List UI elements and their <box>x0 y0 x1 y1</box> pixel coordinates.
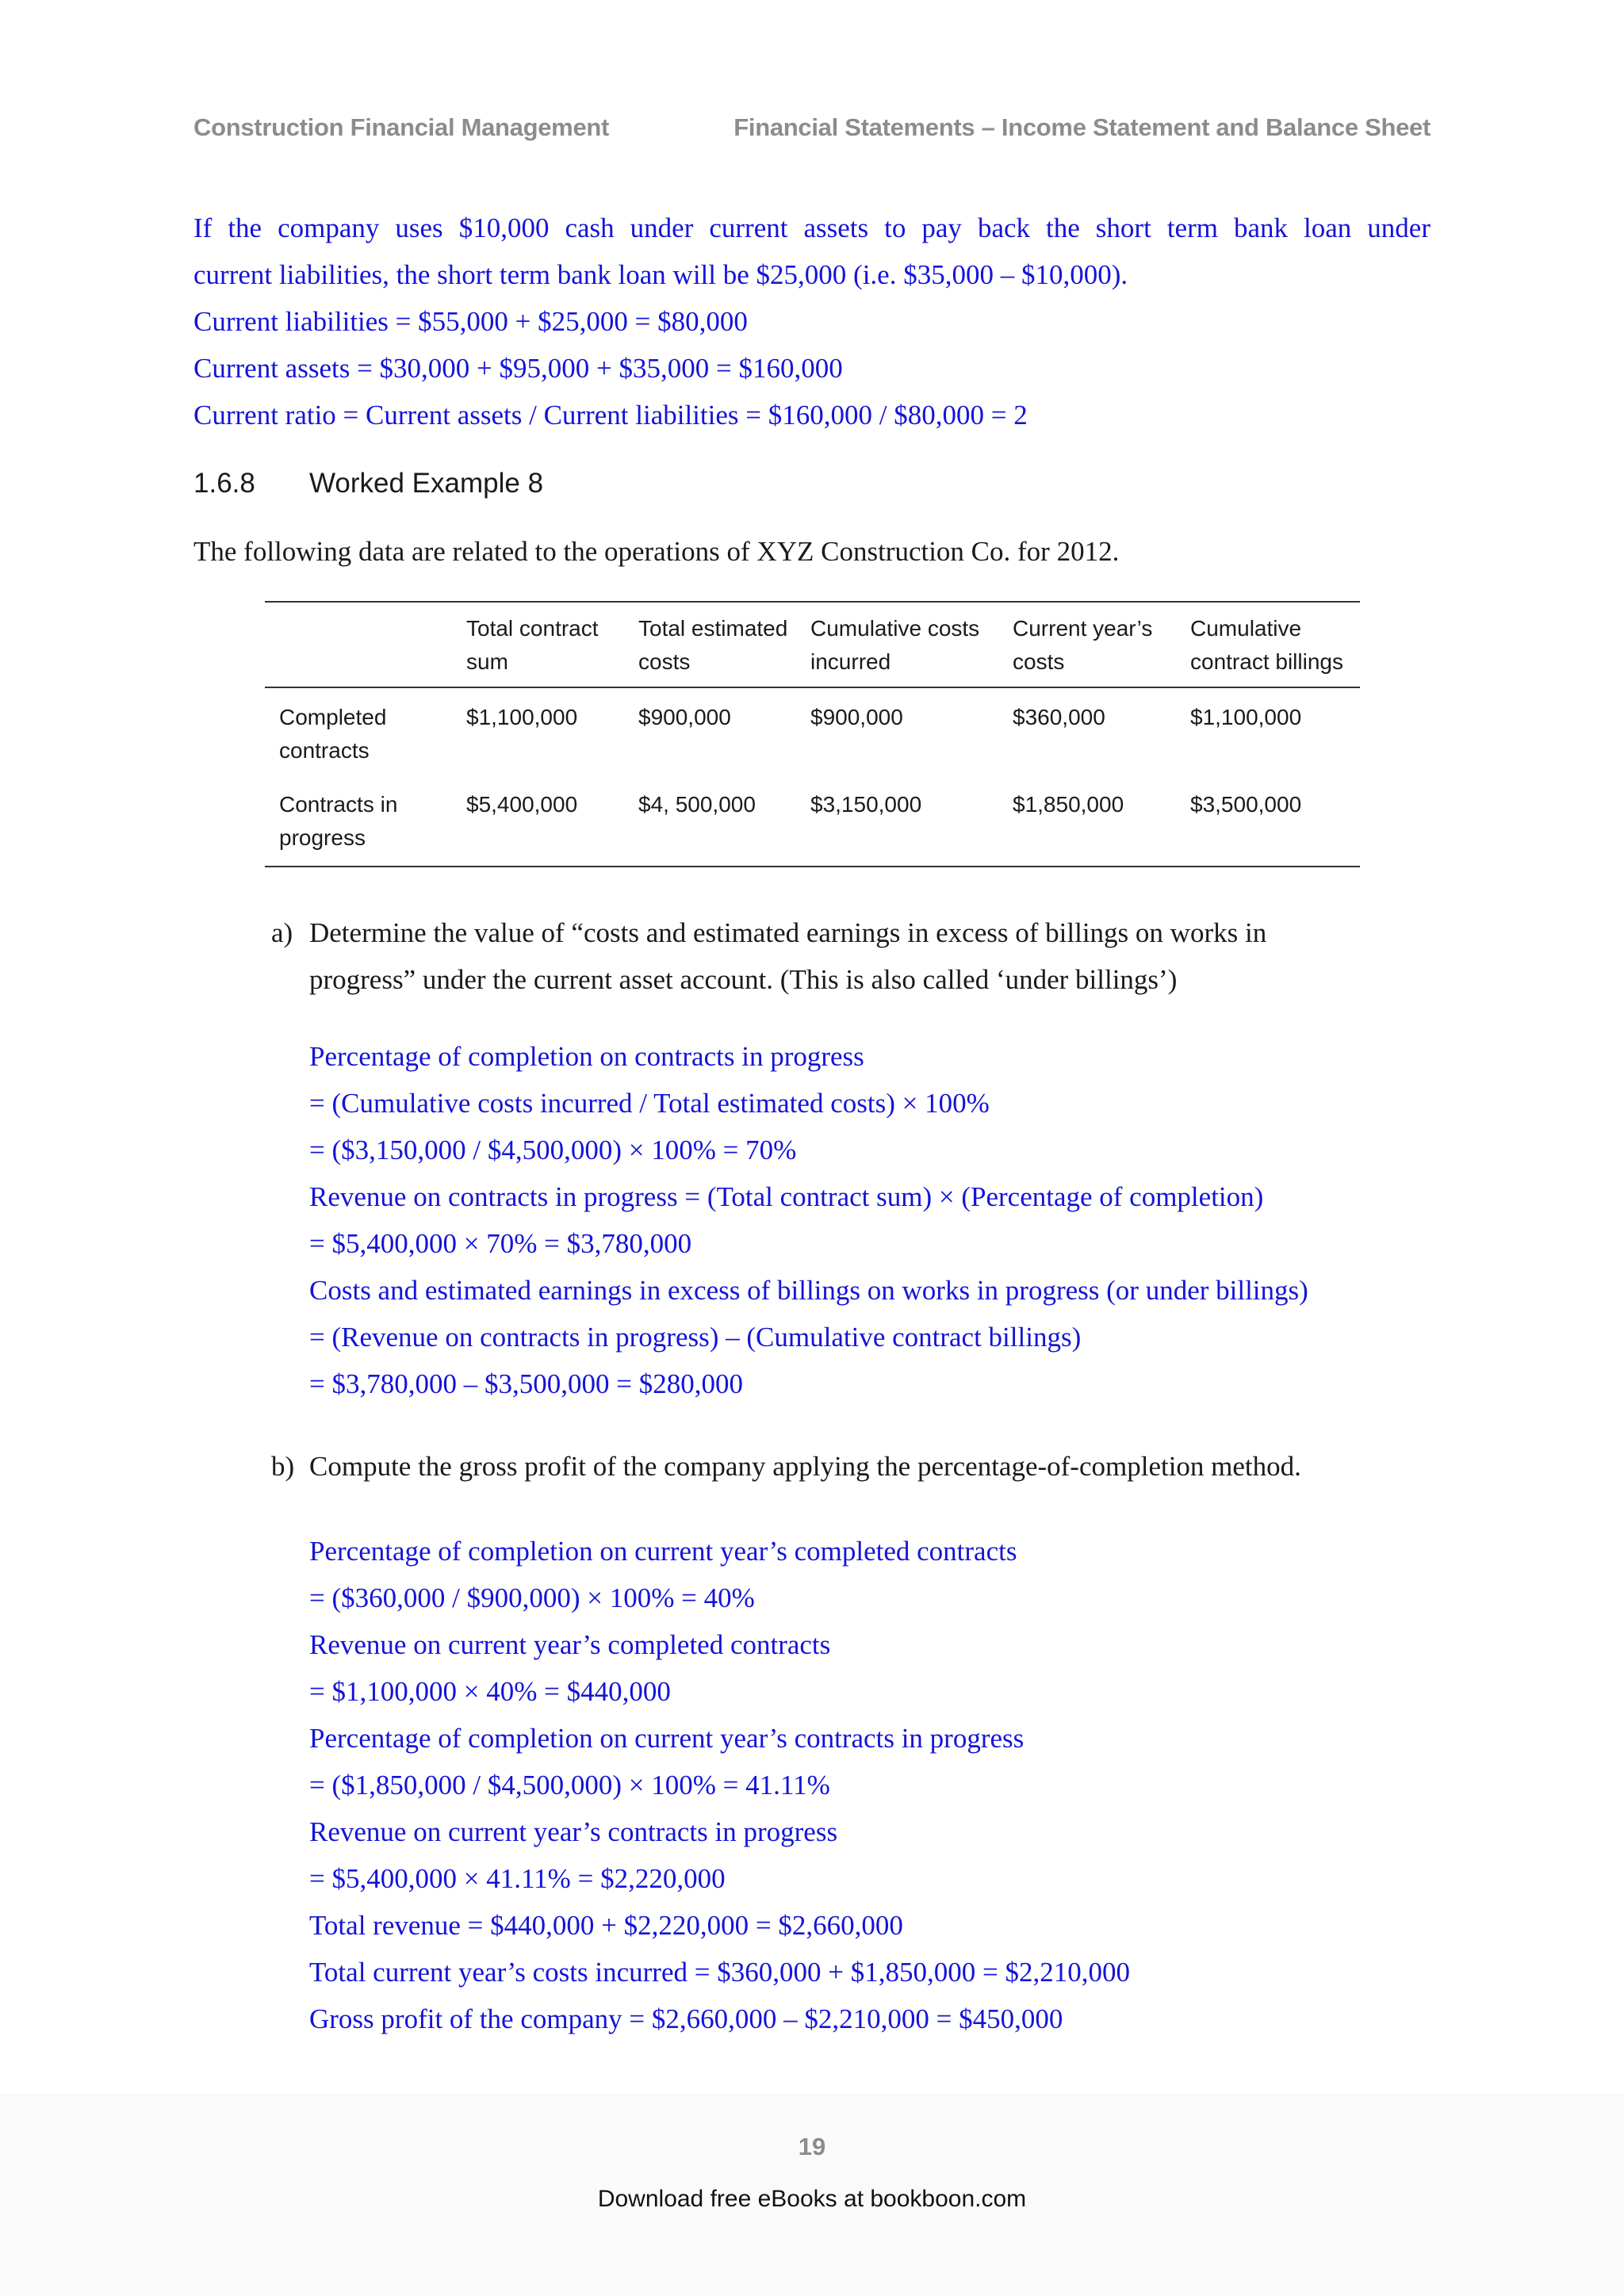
part-b-label: b) <box>271 1451 295 1482</box>
part-b-answer-line: Percentage of completion on current year’s contracts in progress <box>309 1723 1025 1754</box>
part-b-answer-line: Revenue on current year’s contracts in progress <box>309 1816 838 1847</box>
current-ratio-line: Current ratio = Current assets / Current liabilities = $160,000 / $80,000 = 2 <box>193 400 1028 430</box>
section-heading <box>193 468 543 499</box>
intro-paragraph-line-1: If the company uses $10,000 cash under current assets to pay back the short term bank loan under <box>193 212 1431 243</box>
table-row <box>265 687 1360 779</box>
part-a-answer-line: = ($3,150,000 / $4,500,000) × 100% = 70% <box>309 1135 797 1165</box>
part-b-answer-line: = ($1,850,000 / $4,500,000) × 100% = 41.11% <box>309 1770 830 1800</box>
part-a-answer-line: = (Revenue on contracts in progress) – (Cumulative contract billings) <box>309 1322 1082 1353</box>
table-cell: $4, 500,000 <box>638 792 756 817</box>
table-row <box>265 779 1360 867</box>
table-header-cell: Total contract sum <box>466 616 599 674</box>
section-number: 1.6.8 <box>193 468 255 499</box>
part-b-answer-line: Gross profit of the company = $2,660,000 – $2,210,000 = $450,000 <box>309 2003 1063 2034</box>
part-b-question: Compute the gross profit of the company applying the percentage-of-completion method. <box>309 1451 1301 1482</box>
table-cell: Completed contracts <box>279 705 387 763</box>
table-cell: $3,150,000 <box>810 792 922 817</box>
part-a-answer-line: Revenue on contracts in progress = (Total contract sum) × (Percentage of completion) <box>309 1181 1264 1212</box>
part-b-answer-line: Revenue on current year’s completed contracts <box>309 1629 831 1660</box>
table-header-cell: Total estimated costs <box>638 616 788 674</box>
page-number: 19 <box>798 2133 826 2160</box>
table-cell: $5,400,000 <box>466 792 578 817</box>
part-a-answer-line: = $3,780,000 – $3,500,000 = $280,000 <box>309 1368 743 1399</box>
table-cell: $900,000 <box>638 705 731 729</box>
intro-paragraph-line-2: current liabilities, the short term bank loan will be $25,000 (i.e. $35,000 – $10,000). <box>193 259 1128 290</box>
current-assets-line: Current assets = $30,000 + $95,000 + $35,000 = $160,000 <box>193 353 843 384</box>
part-a-question-line-1: Determine the value of “costs and estimated earnings in excess of billings on works in <box>309 917 1267 948</box>
section-lead-text: The following data are related to the operations of XYZ Construction Co. for 2012. <box>193 536 1120 567</box>
current-liabilities-line: Current liabilities = $55,000 + $25,000 = $80,000 <box>193 306 748 337</box>
section-title: Worked Example 8 <box>309 468 544 499</box>
part-a-question-line-2: progress” under the current asset account. (This is also called ‘under billings’) <box>309 964 1178 995</box>
footer-download-text: Download free eBooks at bookboon.com <box>597 2186 1027 2212</box>
part-b-answer-line: = $5,400,000 × 41.11% = $2,220,000 <box>309 1863 726 1894</box>
table-cell: $900,000 <box>810 705 903 729</box>
running-header-left: Construction Financial Management <box>193 113 610 141</box>
part-a-answer-line: = (Cumulative costs incurred / Total estimated costs) × 100% <box>309 1088 990 1119</box>
part-b-answer-line: Total current year’s costs incurred = $360,000 + $1,850,000 = $2,210,000 <box>309 1957 1130 1988</box>
part-b-answer-line: = ($360,000 / $900,000) × 100% = 40% <box>309 1582 755 1613</box>
table-cell: Contracts in progress <box>279 792 398 850</box>
part-b-answer-line: = $1,100,000 × 40% = $440,000 <box>309 1676 671 1707</box>
table-header-cell: Cumulative contract billings <box>1190 616 1343 674</box>
table-cell: $3,500,000 <box>1190 792 1302 817</box>
table-header-row <box>265 602 1360 687</box>
table-cell: $360,000 <box>1013 705 1105 729</box>
part-b-answer-line: Percentage of completion on current year’s completed contracts <box>309 1536 1017 1567</box>
part-a-answer-line: Percentage of completion on contracts in progress <box>309 1041 864 1072</box>
table-cell: $1,850,000 <box>1013 792 1124 817</box>
part-b-answer-line: Total revenue = $440,000 + $2,220,000 = $2,660,000 <box>309 1910 903 1941</box>
table-header-cell <box>265 602 452 687</box>
contracts-data-table <box>265 601 1360 867</box>
table-header-cell: Current year’s costs <box>1013 616 1153 674</box>
table-cell: $1,100,000 <box>466 705 578 729</box>
table-cell: $1,100,000 <box>1190 705 1302 729</box>
part-a-label: a) <box>271 917 293 948</box>
table-header-cell: Cumulative costs incurred <box>810 616 980 674</box>
part-a-answer-line: Costs and estimated earnings in excess of billings on works in progress (or under billings) <box>309 1275 1308 1306</box>
running-header-right: Financial Statements – Income Statement and Balance Sheet <box>733 113 1431 141</box>
part-a-answer-line: = $5,400,000 × 70% = $3,780,000 <box>309 1228 692 1259</box>
